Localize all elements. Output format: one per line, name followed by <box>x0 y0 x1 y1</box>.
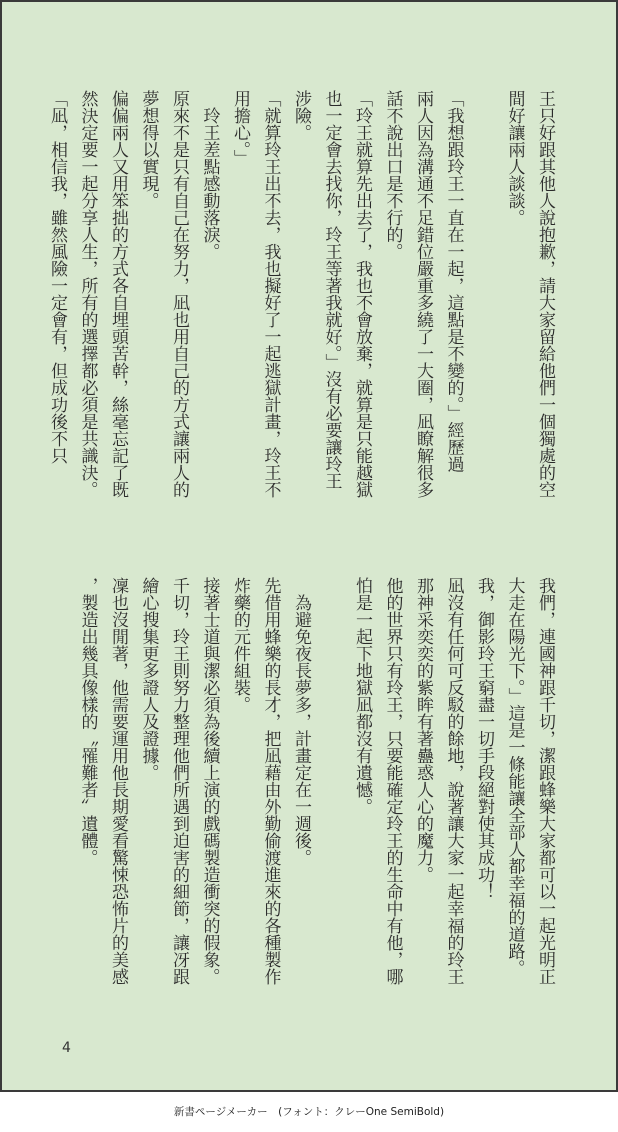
text-line: 話不說出口是不行的。 <box>382 90 403 260</box>
text-line: 原來不是只有自己在努力，凪也用自己的方式讓兩人的 <box>169 90 189 498</box>
text-line <box>316 577 347 997</box>
text-line: 那神采奕奕的紫眸有著蠱惑人心的魔力。 <box>413 577 433 883</box>
text-line: 王只好跟其他人說抱歉，請大家留給他們一個獨處的空 <box>535 90 555 498</box>
text-line: 為避免夜長夢多，計畫定在一週後。 <box>291 577 311 866</box>
text-line: 他的世界只有玲王，只要能確定玲王的生命中有他，哪 <box>382 577 403 985</box>
text-line: 我們，連國神跟千切，潔跟蜂樂大家都可以一起光明正 <box>535 577 555 985</box>
text-line: 偏偏兩人又用笨拙的方式各自埋頭苦幹，絲毫忘記了既 <box>108 90 128 498</box>
text-line: 夢想得以實現。 <box>138 90 159 209</box>
text-line: 千切，玲王則努力整理他們所遇到迫害的細節，讓冴跟 <box>169 577 189 985</box>
text-line: 「我想跟玲王一直在一起，這點是不變的。」經歷過 <box>443 90 464 473</box>
text-block-bottom <box>40 577 560 997</box>
text-line: 間好讓兩人談談。 <box>504 90 525 226</box>
text-line: ，製造出幾具像樣的〝罹難者〞遺體。 <box>77 577 98 866</box>
text-line: 「凪，相信我，雖然風險一定會有，但成功後不只 <box>47 90 67 464</box>
text-line: 大走在陽光下。」這是一條能讓全部人都幸福的道路。 <box>504 577 525 977</box>
text-line: 然決定要一起分享人生，所有的選擇都必須是共識決。 <box>77 90 98 498</box>
text-line: 「就算玲王出不去，我也擬好了一起逃獄計畫，玲王不 <box>260 90 281 498</box>
text-line: 玲王差點感動落淚。 <box>199 90 220 260</box>
text-line: 先借用蜂樂的長才，把凪藉由外勤偷渡進來的各種製作 <box>260 577 281 985</box>
text-line: 炸藥的元件組裝。 <box>230 577 250 713</box>
text-line: 用擔心。」 <box>230 90 250 167</box>
text-line: 繪心搜集更多證人及證據。 <box>138 577 159 781</box>
text-block-top <box>40 90 560 550</box>
text-line: 凪沒有任何可反駁的餘地，說著讓大家一起幸福的玲王 <box>443 577 464 985</box>
footer-caption: 新書ページメーカー (フォント：クレーOne SemiBold) <box>173 1106 445 1118</box>
text-line: 也一定會去找你，玲王等著我就好。」沒有必要讓玲王 <box>321 90 342 490</box>
text-line: 涉險。 <box>291 90 311 141</box>
text-line: 兩人因為溝通不足錯位嚴重多繞了一大圈，凪瞭解很多 <box>413 90 433 498</box>
text-line: 「玲王就算先出去了，我也不會放棄，就算是只能越獄 <box>352 90 372 498</box>
text-line: 接著士道與潔必須為後續上演的戲碼製造衝突的假象。 <box>199 577 220 985</box>
text-line: 凜也沒閒著，他需要運用他長期愛看驚悚恐怖片的美感 <box>108 577 128 985</box>
text-line: 我，御影玲王窮盡一切手段絕對使其成功！ <box>474 577 494 900</box>
page-number: 4 <box>62 1040 71 1056</box>
text-line <box>469 90 500 550</box>
text-line: 怕是一起下地獄凪都沒有遺憾。 <box>352 577 372 815</box>
